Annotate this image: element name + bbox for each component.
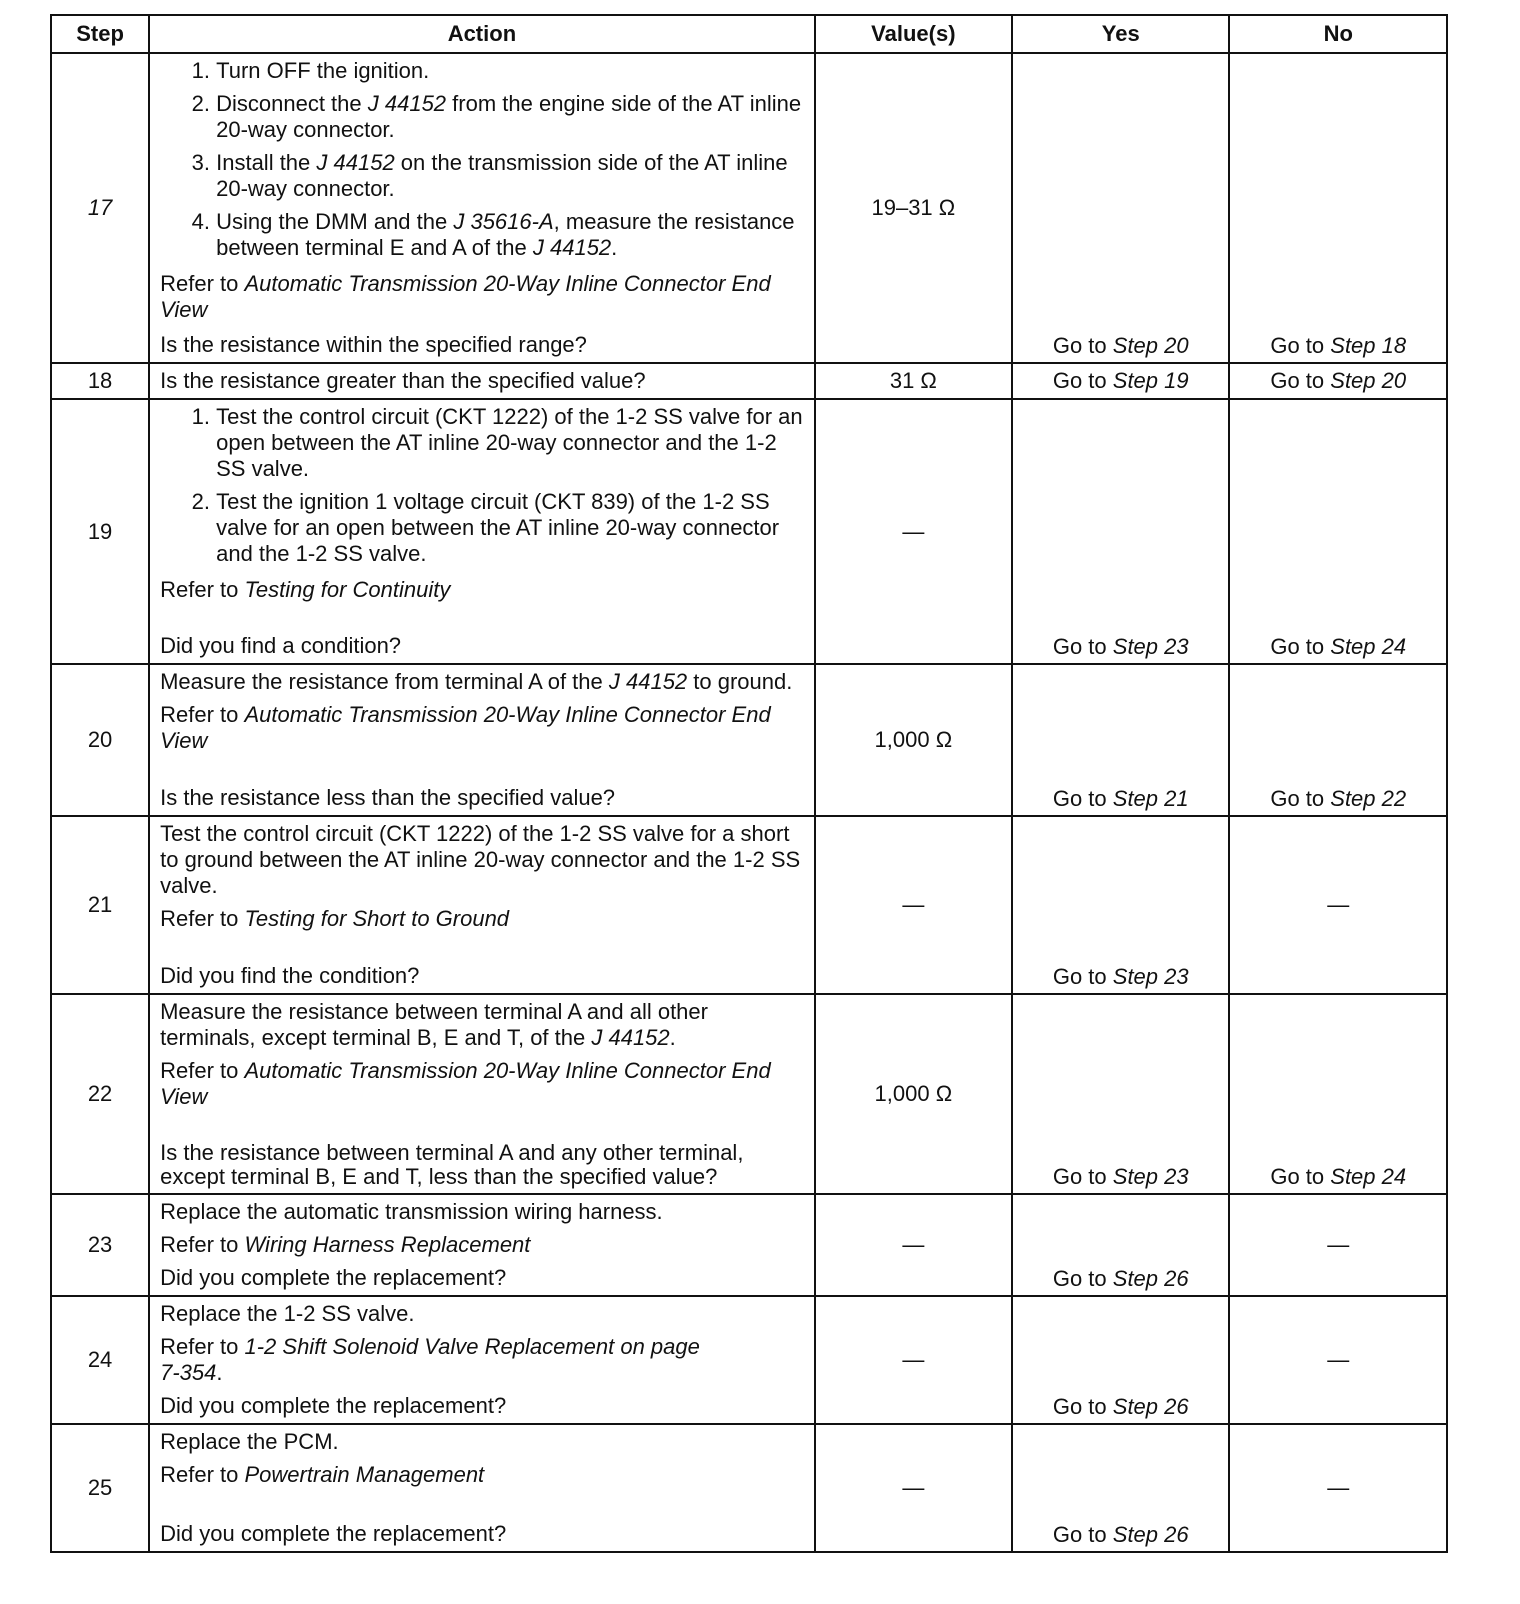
no-cell: — [1229, 1424, 1447, 1552]
refer-note: Refer to Powertrain Management [160, 1462, 485, 1487]
table-row [51, 1424, 1447, 1552]
question-text: Did you find a condition? [160, 633, 402, 658]
table-row [51, 1194, 1447, 1296]
refer-link[interactable]: Automatic Transmission 20-Way Inline Connector End View [160, 1058, 771, 1109]
value-cell: 19–31 Ω [815, 53, 1012, 363]
header-yes: Yes [1012, 15, 1229, 53]
action-cell [149, 53, 815, 363]
question-text: Is the resistance between terminal A and any other terminal, except terminal B, E and T, less than the specified value? [160, 1140, 744, 1189]
yes-goto[interactable]: Go to Step 20 [1052, 333, 1189, 358]
value-cell: — [815, 399, 1012, 664]
yes-cell [1012, 816, 1229, 994]
no-goto[interactable]: Go to Step 20 [1270, 368, 1407, 393]
no-cell [1229, 994, 1447, 1194]
header-values: Value(s) [815, 15, 1012, 53]
action-step-item: 3. Install the J 44152 on the transmission side of the AT inline 20-way connector. [216, 150, 804, 202]
action-text: Replace the PCM. [160, 1429, 339, 1454]
refer-note: Refer to Testing for Continuity [160, 577, 451, 602]
action-text: Test the control circuit (CKT 1222) of the 1-2 SS valve for a short to ground between the AT inline 20-way connector and the 1-2 SS valve. [160, 821, 801, 898]
value-cell: — [815, 1194, 1012, 1296]
no-goto[interactable]: Go to Step 24 [1270, 634, 1407, 659]
value-cell: — [815, 816, 1012, 994]
action-cell [149, 994, 815, 1194]
no-cell [1229, 53, 1447, 363]
question-text: Is the resistance within the specified range? [160, 332, 587, 357]
yes-cell [1012, 664, 1229, 816]
yes-cell [1012, 53, 1229, 363]
question-text: Is the resistance greater than the specified value? [160, 368, 646, 393]
action-steps [160, 404, 804, 571]
question-text: Is the resistance less than the specified value? [160, 785, 616, 810]
question-text: Did you complete the replacement? [160, 1393, 507, 1418]
yes-goto[interactable]: Go to Step 21 [1052, 786, 1189, 811]
action-cell [149, 1296, 815, 1424]
step-number: 20 [51, 664, 149, 816]
no-cell: — [1229, 1194, 1447, 1296]
refer-note: Refer to Wiring Harness Replacement [160, 1232, 531, 1257]
table-row [51, 399, 1447, 664]
value-cell: — [815, 1296, 1012, 1424]
value-cell: 1,000 Ω [815, 994, 1012, 1194]
no-cell: — [1229, 816, 1447, 994]
diagnostic-table [50, 14, 1448, 1553]
no-cell [1229, 399, 1447, 664]
action-steps [160, 58, 804, 265]
question-text: Did you complete the replacement? [160, 1265, 507, 1290]
no-cell [1229, 664, 1447, 816]
no-goto[interactable]: Go to Step 24 [1270, 1164, 1407, 1189]
table-row [51, 1296, 1447, 1424]
no-goto[interactable]: Go to Step 18 [1270, 333, 1407, 358]
action-step-item: 4. Using the DMM and the J 35616-A, measure the resistance between terminal E and A of the J 44152. [216, 209, 804, 261]
refer-note: Refer to Automatic Transmission 20-Way Inline Connector End View [160, 1058, 771, 1109]
action-step-item: 2. Test the ignition 1 voltage circuit (CKT 839) of the 1-2 SS valve for an open between the AT inline 20-way connector and the 1-2 SS valve. [216, 489, 804, 567]
action-cell [149, 1424, 815, 1552]
action-text: Measure the resistance between terminal A and all other terminals, except terminal B, E and T, of the J 44152. [160, 999, 708, 1050]
refer-link[interactable]: Testing for Continuity [244, 577, 451, 602]
table-row [51, 664, 1447, 816]
table-row [51, 816, 1447, 994]
refer-note: Refer to Testing for Short to Ground [160, 906, 510, 931]
value-cell: — [815, 1424, 1012, 1552]
yes-goto[interactable]: Go to Step 23 [1052, 634, 1189, 659]
action-cell [149, 816, 815, 994]
refer-note: Refer to Automatic Transmission 20-Way Inline Connector End View [160, 702, 771, 753]
no-cell [1229, 363, 1447, 399]
refer-note: Refer to 1-2 Shift Solenoid Valve Replacement on page 7-354. [160, 1334, 700, 1385]
yes-goto[interactable]: Go to Step 23 [1052, 1164, 1189, 1189]
action-text: Replace the automatic transmission wiring harness. [160, 1199, 663, 1224]
action-cell [149, 664, 815, 816]
value-cell: 31 Ω [815, 363, 1012, 399]
action-cell [149, 363, 815, 399]
yes-cell [1012, 1424, 1229, 1552]
table-row [51, 994, 1447, 1194]
action-text: Replace the 1-2 SS valve. [160, 1301, 415, 1326]
refer-link[interactable]: Automatic Transmission 20-Way Inline Connector End View [160, 702, 771, 753]
header-action: Action [149, 15, 815, 53]
refer-note: Refer to Automatic Transmission 20-Way Inline Connector End View [160, 271, 771, 322]
refer-link[interactable]: Powertrain Management [244, 1462, 485, 1487]
step-number: 25 [51, 1424, 149, 1552]
refer-link[interactable]: Testing for Short to Ground [244, 906, 510, 931]
step-number: 21 [51, 816, 149, 994]
action-cell [149, 399, 815, 664]
no-goto[interactable]: Go to Step 22 [1270, 786, 1407, 811]
step-number: 22 [51, 994, 149, 1194]
action-step-item: 2. Disconnect the J 44152 from the engine side of the AT inline 20-way connector. [216, 91, 804, 143]
yes-goto[interactable]: Go to Step 26 [1052, 1394, 1189, 1419]
header-no: No [1229, 15, 1447, 53]
refer-link[interactable]: Wiring Harness Replacement [244, 1232, 531, 1257]
no-cell: — [1229, 1296, 1447, 1424]
refer-link[interactable]: Automatic Transmission 20-Way Inline Connector End View [160, 271, 771, 322]
yes-cell [1012, 1296, 1229, 1424]
yes-cell [1012, 994, 1229, 1194]
yes-cell [1012, 363, 1229, 399]
action-text: Measure the resistance from terminal A of the J 44152 to ground. [160, 669, 793, 694]
header-step: Step [51, 15, 149, 53]
step-number: 19 [51, 399, 149, 664]
step-number: 18 [51, 363, 149, 399]
action-cell [149, 1194, 815, 1296]
yes-goto[interactable]: Go to Step 26 [1052, 1266, 1189, 1291]
question-text: Did you find the condition? [160, 963, 420, 988]
yes-goto[interactable]: Go to Step 23 [1052, 964, 1189, 989]
question-text: Did you complete the replacement? [160, 1521, 507, 1546]
action-step-item: 1. Test the control circuit (CKT 1222) of the 1-2 SS valve for an open between the AT inline 20-way connector and the 1-2 SS valve. [216, 404, 804, 482]
header-row [51, 15, 1447, 53]
yes-goto[interactable]: Go to Step 19 [1052, 368, 1189, 393]
table-row [51, 53, 1447, 363]
value-cell: 1,000 Ω [815, 664, 1012, 816]
step-number: 17 [51, 53, 149, 363]
yes-goto[interactable]: Go to Step 26 [1052, 1522, 1189, 1547]
table-row [51, 363, 1447, 399]
step-number: 23 [51, 1194, 149, 1296]
yes-cell [1012, 1194, 1229, 1296]
step-number: 24 [51, 1296, 149, 1424]
action-step-item: 1. Turn OFF the ignition. [216, 58, 804, 84]
yes-cell [1012, 399, 1229, 664]
refer-link[interactable]: 1-2 Shift Solenoid Valve Replacement on page 7-354 [160, 1334, 700, 1385]
